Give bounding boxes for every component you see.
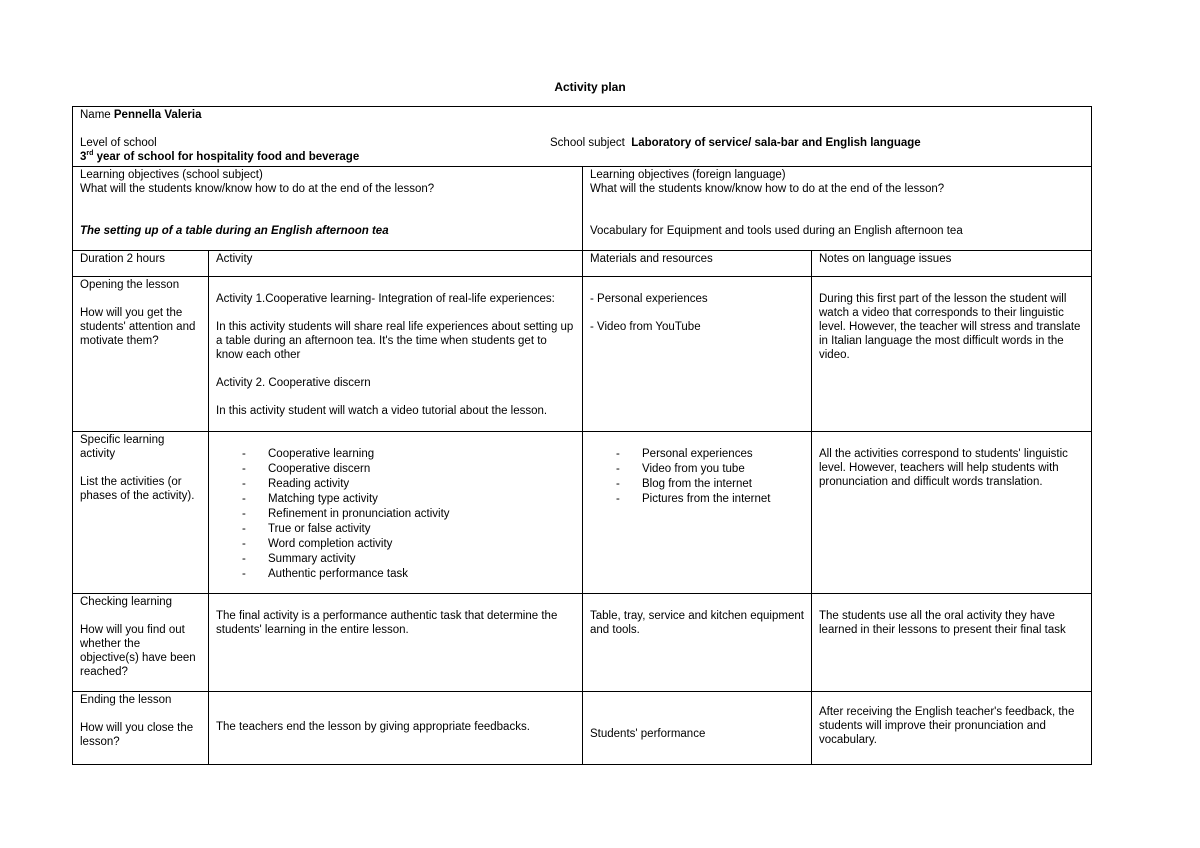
list-item: - Word completion activity xyxy=(216,537,575,552)
list-item: - True or false activity xyxy=(216,522,575,537)
column-header: Activity xyxy=(209,251,583,277)
notes-cell xyxy=(812,277,1092,432)
phase-question: How will you get the students' attention and motivate them? xyxy=(80,307,196,347)
name-line xyxy=(80,108,1084,122)
school-objectives-cell xyxy=(73,167,583,251)
list-item: - Reading activity xyxy=(216,477,575,492)
notes-cell xyxy=(812,692,1092,765)
materials-cell xyxy=(583,692,812,765)
activity-paragraph: In this activity students will share real life experiences about setting up a table during an afternoon tea. It's the time when students get to know each other xyxy=(216,321,574,361)
table-row xyxy=(73,692,1092,765)
column-header: Materials and resources xyxy=(583,251,812,277)
table-row xyxy=(73,432,1092,594)
materials-item: - Personal experiences xyxy=(590,293,708,305)
materials-item: Students' performance xyxy=(590,728,706,740)
materials-cell xyxy=(583,594,812,692)
list-item: - Pictures from the internet xyxy=(590,492,804,507)
phase-cell xyxy=(73,277,209,432)
materials-list xyxy=(590,447,804,507)
activity-paragraph: Activity 2. Cooperative discern xyxy=(216,377,371,389)
foreign-objectives-heading: Learning objectives (foreign language) xyxy=(590,169,786,181)
name-label: Name xyxy=(80,109,111,121)
activity-cell xyxy=(209,692,583,765)
list-item: - Matching type activity xyxy=(216,492,575,507)
phase-title: Opening the lesson xyxy=(80,279,180,291)
column-header: Duration 2 hours xyxy=(73,251,209,277)
year-description: year of school for hospitality food and beverage xyxy=(93,151,360,163)
year-line xyxy=(80,150,1084,164)
materials-item: Table, tray, service and kitchen equipment and tools. xyxy=(590,610,804,636)
level-label: Level of school xyxy=(80,137,157,149)
table-row xyxy=(73,594,1092,692)
school-subject xyxy=(550,136,921,150)
phase-question: List the activities (or phases of the activity). xyxy=(80,476,195,502)
list-item: - Video from you tube xyxy=(590,462,804,477)
activity-cell xyxy=(209,432,583,594)
year-number: 3 xyxy=(80,151,87,163)
notes-cell xyxy=(812,432,1092,594)
foreign-objectives-answer: Vocabulary for Equipment and tools used during an English afternoon tea xyxy=(590,225,963,237)
activity-cell xyxy=(209,594,583,692)
phase-cell xyxy=(73,432,209,594)
phase-title: Checking learning xyxy=(80,596,173,608)
name-value: Pennella Valeria xyxy=(113,109,202,121)
phase-title: Ending the lesson xyxy=(80,694,172,706)
activity-paragraph: In this activity student will watch a video tutorial about the lesson. xyxy=(216,405,548,417)
activity-paragraph: Activity 1.Cooperative learning- Integration of real-life experiences: xyxy=(216,293,555,305)
activity-paragraph: The teachers end the lesson by giving appropriate feedbacks. xyxy=(216,721,530,733)
document-title: Activity plan xyxy=(554,80,626,94)
level-line xyxy=(80,136,1084,150)
header-row xyxy=(73,107,1092,167)
activity-cell xyxy=(209,277,583,432)
phase-cell xyxy=(73,692,209,765)
phase-cell xyxy=(73,594,209,692)
list-item: - Personal experiences xyxy=(590,447,804,462)
phase-question: How will you close the lesson? xyxy=(80,722,194,748)
school-objectives-question: What will the students know/know how to do at the end of the lesson? xyxy=(80,183,435,195)
school-objectives-answer: The setting up of a table during an English afternoon tea xyxy=(80,225,389,237)
school-subject-label: School subject xyxy=(550,137,625,149)
header-cell xyxy=(73,107,1092,167)
notes-cell xyxy=(812,594,1092,692)
objectives-row xyxy=(73,167,1092,251)
column-header: Notes on language issues xyxy=(812,251,1092,277)
materials-item: - Video from YouTube xyxy=(590,321,701,333)
list-item: - Cooperative learning xyxy=(216,447,575,462)
year-suffix: rd xyxy=(86,150,94,158)
school-objectives-heading: Learning objectives (school subject) xyxy=(80,169,263,181)
column-header-row xyxy=(73,251,1092,277)
phase-question: How will you find out whether the objective(s) have been reached? xyxy=(80,624,196,678)
activity-plan-table xyxy=(72,106,1092,765)
notes-text: After receiving the English teacher's feedback, the students will improve their pronunciation and vocabulary. xyxy=(819,706,1075,746)
notes-text: All the activities correspond to students' linguistic level. However, teachers will help students with pronunciation and difficult words translation. xyxy=(819,448,1068,488)
list-item: - Summary activity xyxy=(216,552,575,567)
phase-title: Specific learning activity xyxy=(80,434,165,460)
activity-paragraph: The final activity is a performance authentic task that determine the students' learning in the entire lesson. xyxy=(216,610,558,636)
list-item: - Refinement in pronunciation activity xyxy=(216,507,575,522)
foreign-objectives-question: What will the students know/know how to do at the end of the lesson? xyxy=(590,183,945,195)
list-item: - Authentic performance task xyxy=(216,567,575,582)
activity-list xyxy=(216,447,575,582)
table-row xyxy=(73,277,1092,432)
school-subject-value: Laboratory of service/ sala-bar and English language xyxy=(631,137,921,149)
notes-text: The students use all the oral activity they have learned in their lessons to present their final task xyxy=(819,610,1066,636)
foreign-objectives-cell xyxy=(583,167,1092,251)
notes-text: During this first part of the lesson the student will watch a video that corresponds to their linguistic level. However, the teacher will stress and translate in Italian language the most difficult words in the video. xyxy=(819,293,1081,361)
list-item: - Blog from the internet xyxy=(590,477,804,492)
materials-cell xyxy=(583,277,812,432)
list-item: - Cooperative discern xyxy=(216,462,575,477)
materials-cell xyxy=(583,432,812,594)
